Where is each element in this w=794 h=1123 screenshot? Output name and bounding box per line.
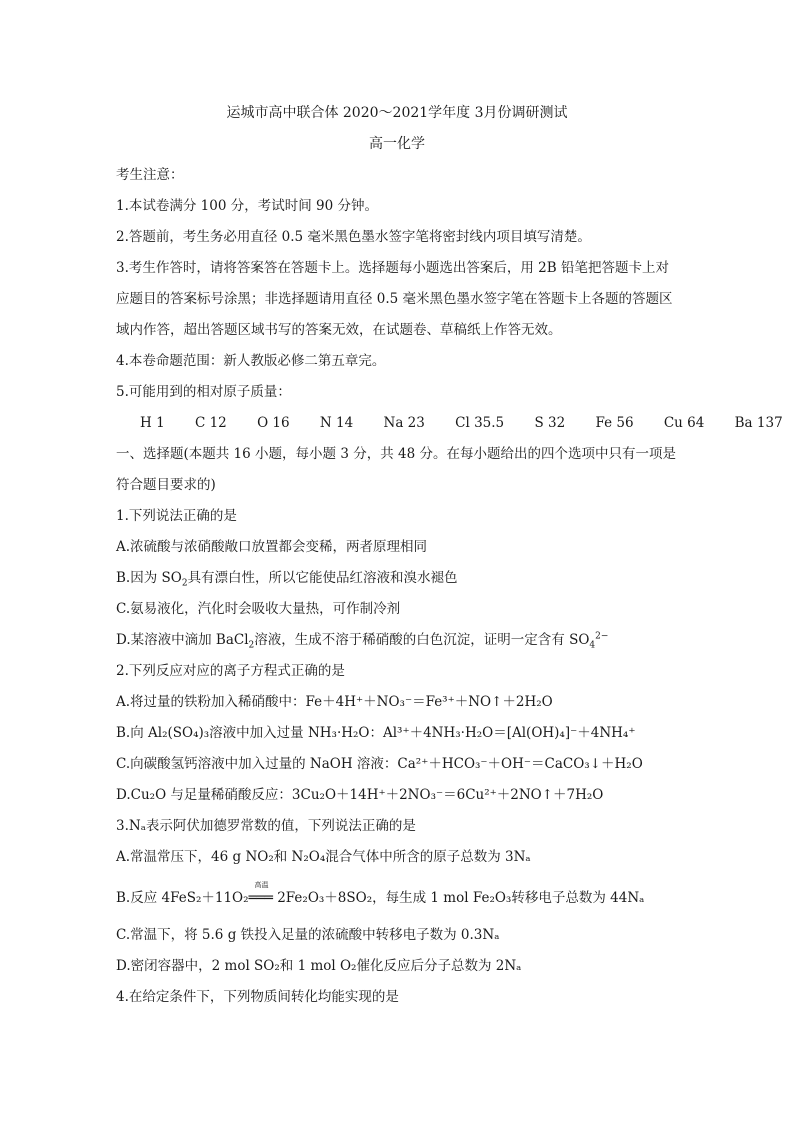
exam-title: 运城市高中联合体 2020～2021学年度 3月份调研测试	[226, 105, 568, 121]
mass-ba: Ba 137	[734, 415, 783, 431]
q3-option-d: D.密闭容器中，2 mol SO₂和 1 mol O₂催化反应后分子总数为 2Nₐ	[116, 958, 522, 974]
notice-item-3-cont: 应题目的答案标号涂黑；非选择题请用直径 0.5 毫米黑色墨水签字笔在答题卡上各题的答题区	[116, 291, 673, 307]
q2-stem: 2.下列反应对应的离子方程式正确的是	[116, 663, 345, 679]
reaction-condition-arrow: 高温 ═══	[248, 881, 273, 906]
q4-stem: 4.在给定条件下，下列物质间转化均能实现的是	[116, 989, 399, 1005]
q1-option-d: D.某溶液中滴加 BaCl$_2$溶液，生成不溶于稀硝酸的白色沉淀，证明一定含有 $SO_4^{2-}$	[116, 631, 609, 651]
notice-item-3: 3.考生作答时，请将答案答在答题卡上。选择题每小题选出答案后，用 2B 铅笔把答题卡上对	[116, 260, 669, 276]
mass-o: O 16	[257, 415, 290, 431]
q2-option-b: B.向 Al₂(SO₄)₃溶液中加入过量 NH₃·H₂O：Al³⁺＋4NH₃·H₂O＝[Al(OH)₄]⁻＋4NH₄⁺	[116, 725, 636, 741]
q2-option-a: A.将过量的铁粉加入稀硝酸中：Fe＋4H⁺＋NO₃⁻＝Fe³⁺＋NO↑＋2H₂O	[116, 694, 553, 710]
section1-heading: 一、选择题(本题共 16 小题，每小题 3 分，共 48 分。在每小题给出的四个选项中只有一项是	[116, 446, 676, 462]
mass-c: C 12	[194, 415, 227, 431]
mass-cl: Cl 35.5	[455, 415, 505, 431]
q1-option-b: B.因为 $SO_2$具有漂白性，所以它能使品红溶液和溴水褪色	[116, 570, 458, 589]
mass-s: S 32	[534, 415, 566, 431]
q2-option-d: D.Cu₂O 与足量稀硝酸反应：3Cu₂O＋14H⁺＋2NO₃⁻＝6Cu²⁺＋2NO↑＋7H₂O	[116, 787, 604, 803]
notice-item-3-cont2: 域内作答，超出答题区域书写的答案无效，在试题卷、草稿纸上作答无效。	[116, 322, 562, 338]
notice-item-1: 1.本试卷满分 100 分，考试时间 90 分钟。	[116, 198, 378, 214]
mass-na: Na 23	[383, 415, 425, 431]
section1-heading-cont: 符合题目要求的)	[116, 477, 216, 493]
atomic-masses	[140, 414, 794, 432]
q2-option-c: C.向碳酸氢钙溶液中加入过量的 NaOH 溶液：Ca²⁺＋HCO₃⁻＋OH⁻＝CaCO₃↓＋H₂O	[116, 756, 643, 772]
notice-heading: 考生注意：	[116, 167, 184, 183]
mass-h: H 1	[140, 415, 165, 431]
q3-option-a: A.常温常压下，46 g NO₂和 N₂O₄混合气体中所含的原子总数为 3Nₐ	[116, 849, 531, 865]
notice-item-2: 2.答题前，考生务必用直径 0.5 毫米黑色墨水签字笔将密封线内项目填写清楚。	[116, 229, 591, 245]
notice-item-4: 4.本卷命题范围：新人教版必修二第五章完。	[116, 353, 386, 369]
mass-n: N 14	[319, 415, 354, 431]
q3-option-b: B.反应 4FeS₂＋11O₂ 高温 ═══ 2Fe₂O₃＋8SO₂，每生成 1 mol Fe₂O₃转移电子总数为 44Nₐ	[116, 881, 645, 906]
q3-option-c: C.常温下，将 5.6 g 铁投入足量的浓硫酸中转移电子数为 0.3Nₐ	[116, 927, 500, 943]
exam-subject: 高一化学	[369, 136, 425, 152]
notice-item-5: 5.可能用到的相对原子质量：	[116, 384, 291, 400]
q1-option-a: A.浓硫酸与浓硝酸敞口放置都会变稀，两者原理相同	[116, 539, 428, 555]
q1-stem: 1.下列说法正确的是	[116, 508, 237, 524]
mass-fe: Fe 56	[595, 415, 634, 431]
q1-option-c: C.氨易液化，汽化时会吸收大量热，可作制冷剂	[116, 601, 401, 617]
mass-cu: Cu 64	[663, 415, 705, 431]
q3-stem: 3.Nₐ表示阿伏加德罗常数的值，下列说法正确的是	[116, 818, 416, 834]
